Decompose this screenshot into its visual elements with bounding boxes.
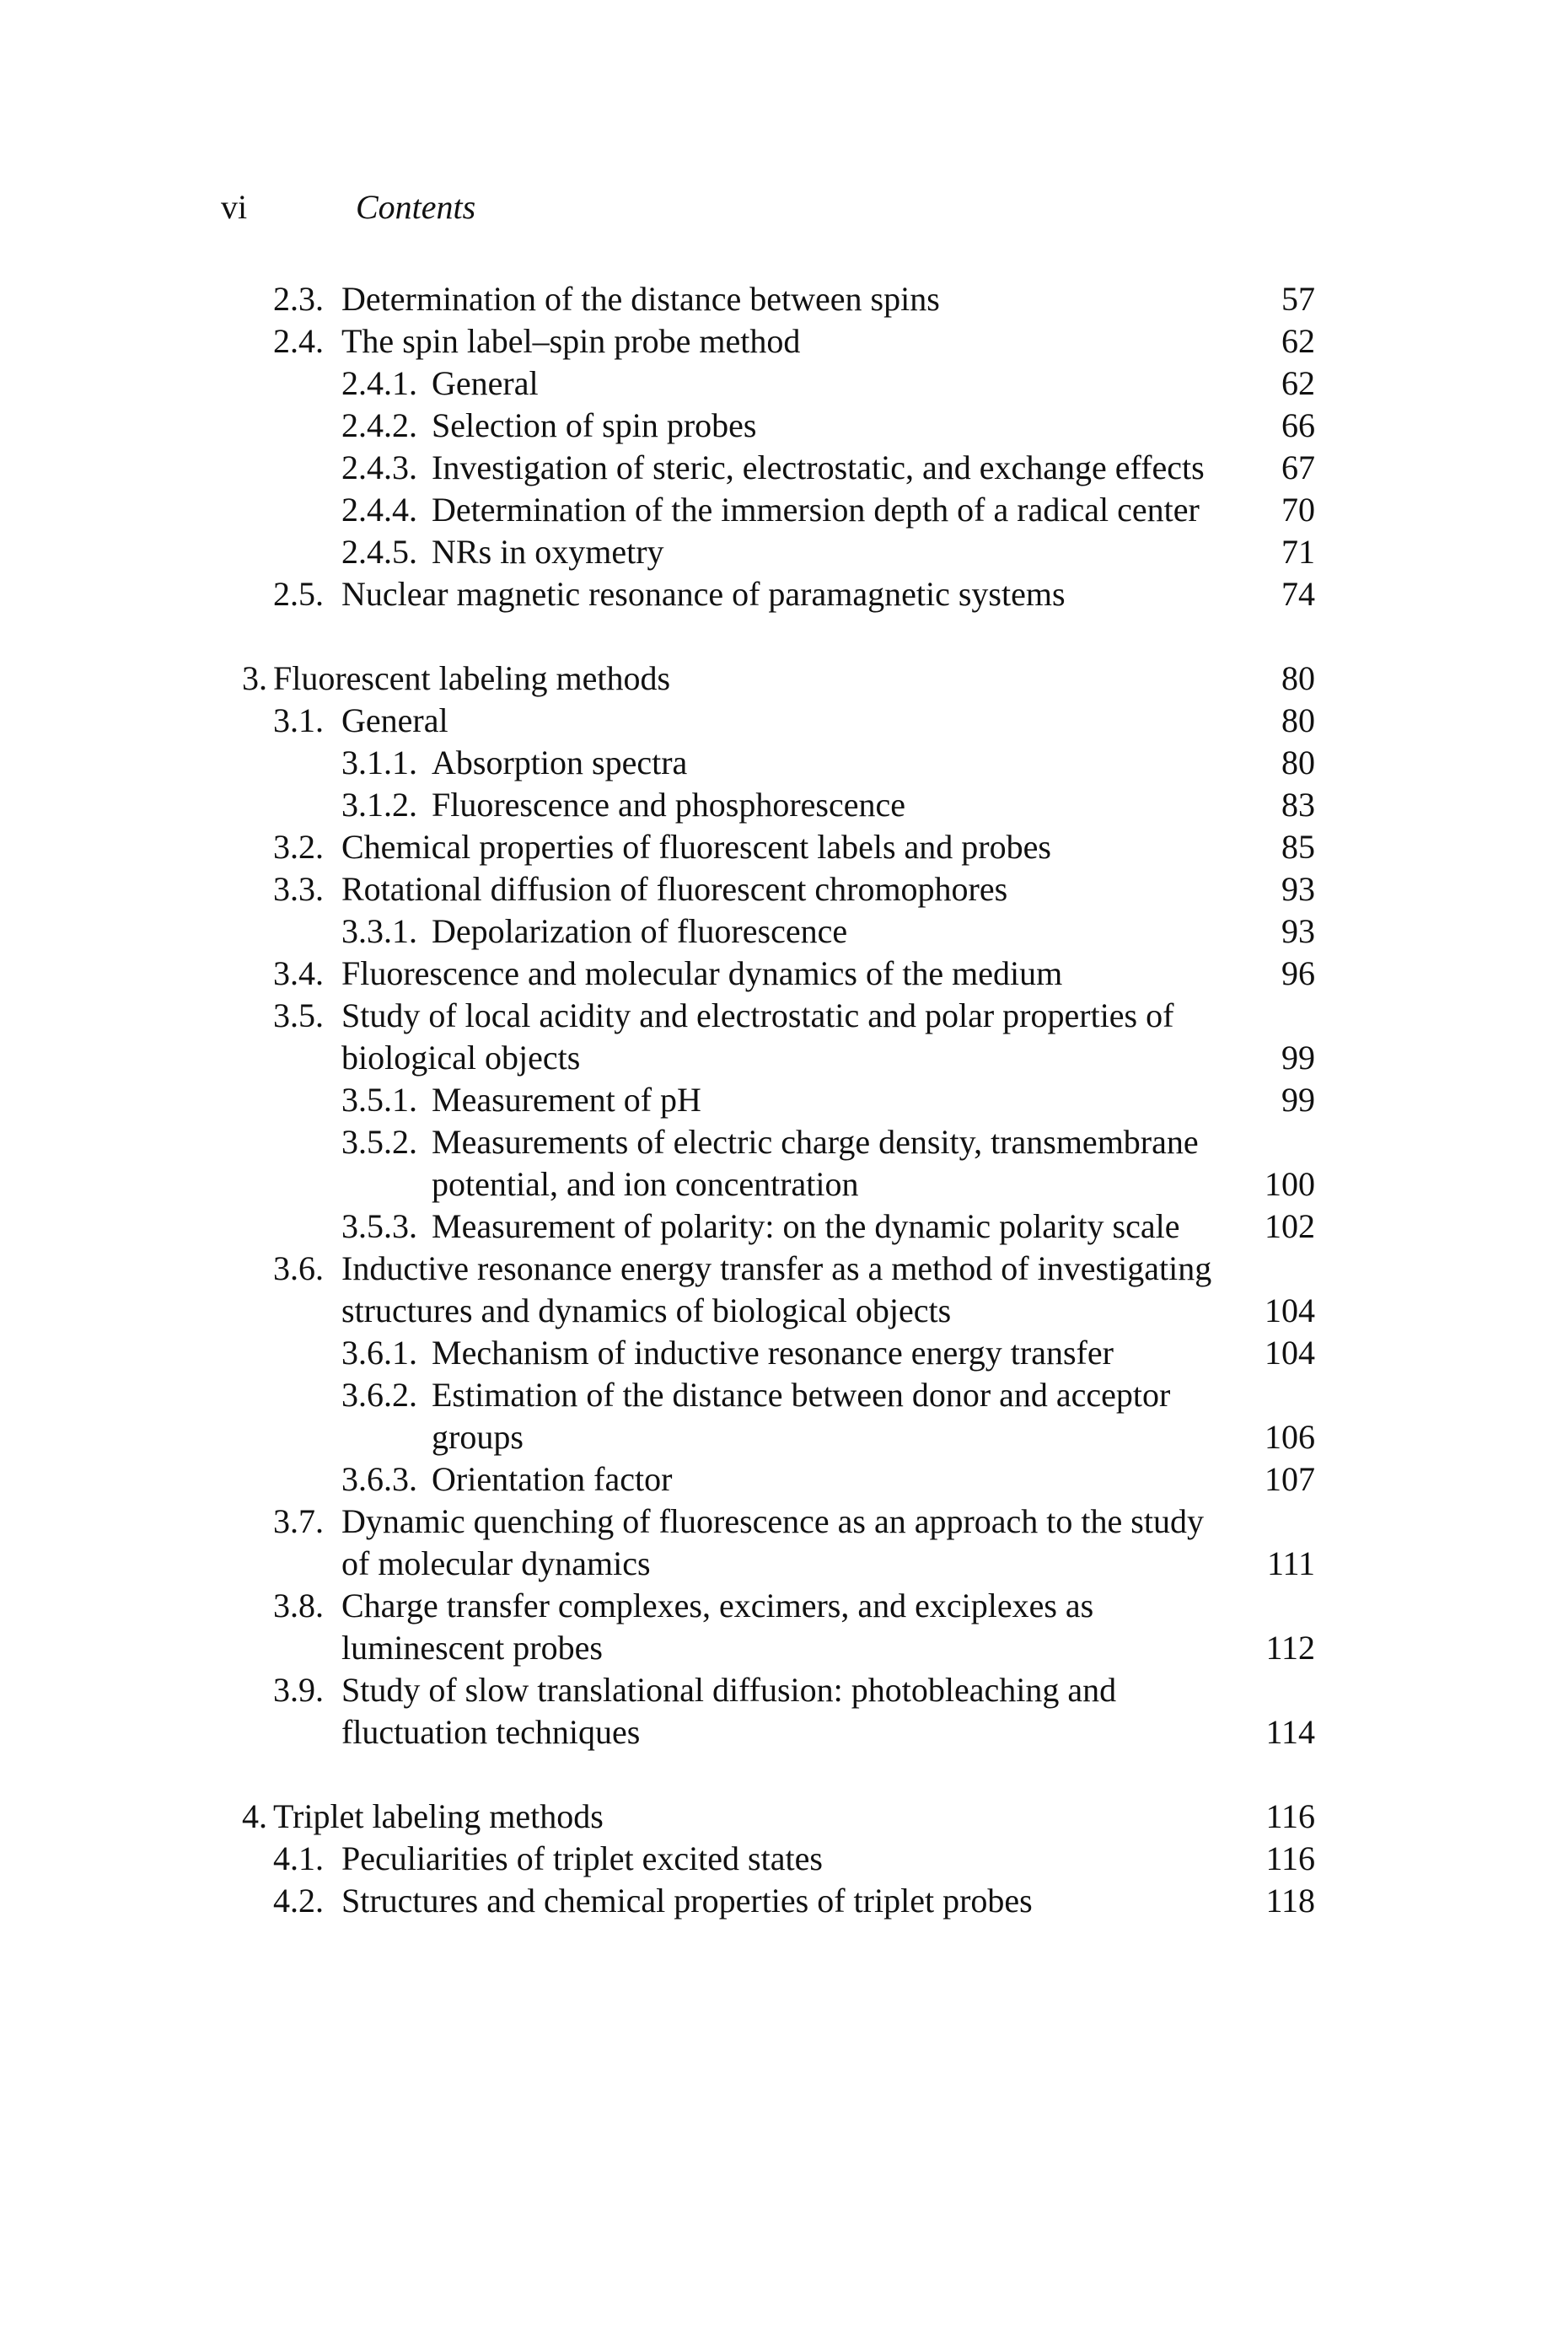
section-number: 3.6.3. [341,1460,417,1498]
page-ref: 70 [1281,491,1315,529]
section-title: Fluorescence and molecular dynamics of the medium [341,954,1063,992]
section-title: Peculiarities of triplet excited states [341,1839,823,1877]
chapter-gap [221,615,1315,658]
toc-entry[interactable] [221,405,1315,447]
section-title: Nuclear magnetic resonance of paramagnetic systems [341,575,1066,613]
chapter-title: Triplet labeling methods [273,1797,604,1835]
section-title: Estimation of the distance between donor and acceptor groups [432,1376,1171,1456]
page-ref: 102 [1265,1207,1315,1245]
chapter-number: 3. [242,659,267,697]
toc-chapter-entry[interactable] [221,1796,1315,1838]
section-title: Structures and chemical properties of triplet probes [341,1882,1033,1920]
section-title: Measurement of polarity: on the dynamic polarity scale [432,1207,1180,1245]
toc-entry[interactable] [221,1374,1315,1458]
page-ref: 96 [1281,954,1315,992]
toc-entry[interactable]: 3.8. Charge transfer complexes, excimers, and exciplexes as luminescent probes 112 [221,1585,1315,1669]
toc-entry[interactable] [221,1332,1315,1374]
page-ref: 62 [1281,364,1315,402]
page-ref: 104 [1265,1291,1315,1329]
section-title: Inductive resonance energy transfer as a method of investigating structures and dynamics of biological objects [341,1249,1212,1329]
page-ref: 99 [1281,1039,1315,1077]
toc-entry[interactable]: 4.1. Peculiarities of triplet excited states 116 [221,1838,1315,1880]
chapter-gap [221,1753,1315,1796]
section-title: Measurements of electric charge density, transmembrane potential, and ion concentration [432,1123,1199,1203]
page-ref: 66 [1281,406,1315,444]
section-number: 3.3.1. [341,912,417,950]
toc-entry[interactable]: 2.4. The spin label–spin probe method 62 [221,320,1315,362]
toc-entry[interactable]: 3.6. Inductive resonance energy transfer as a method of investigating structures and dynamics of biological objects 104 [221,1248,1315,1332]
page-ref: 85 [1281,828,1315,866]
running-title: Contents [356,188,476,226]
page-ref: 57 [1281,280,1315,318]
section-number: 3.5.3. [341,1207,417,1245]
page-ref: 93 [1281,870,1315,908]
page-ref: 112 [1265,1629,1315,1667]
toc-entry[interactable]: 2.3. Determination of the distance between spins 57 [221,278,1315,320]
toc-entry[interactable]: 4.2. Structures and chemical properties of triplet probes 118 [221,1880,1315,1922]
running-head [221,187,475,228]
page-ref: 116 [1265,1839,1315,1877]
page-number: vi [221,188,248,226]
chapter-title: Fluorescent labeling methods [273,659,671,697]
page-ref: 93 [1281,912,1315,950]
table-of-contents [221,278,1315,1922]
section-title: Rotational diffusion of fluorescent chromophores [341,870,1008,908]
page-ref: 106 [1265,1418,1315,1456]
toc-entry[interactable]: 3.2. Chemical properties of fluorescent labels and probes 85 [221,826,1315,868]
page-ref: 80 [1281,701,1315,739]
section-title: Dynamic quenching of fluorescence as an approach to the study of molecular dynamics [341,1502,1204,1582]
toc-entry[interactable] [221,489,1315,531]
section-title: Charge transfer complexes, excimers, and exciplexes as luminescent probes [341,1587,1094,1667]
page-ref: 114 [1265,1713,1315,1751]
section-number: 3.1.2. [341,786,417,824]
page-ref: 99 [1281,1081,1315,1119]
toc-entry[interactable]: 3.9. Study of slow translational diffusion: photobleaching and fluctuation techniques 114 [221,1669,1315,1753]
page-ref: 80 [1281,659,1315,697]
section-number: 3.1.1. [341,744,417,781]
section-title: Chemical properties of fluorescent labels and probes [341,828,1051,866]
section-title: Study of slow translational diffusion: photobleaching and fluctuation techniques [341,1671,1117,1751]
section-title: Absorption spectra [432,744,688,781]
toc-entry[interactable]: 3.3. Rotational diffusion of fluorescent chromophores 93 [221,868,1315,910]
section-title: NRs in oxymetry [432,533,664,571]
page-ref: 62 [1281,322,1315,360]
chapter-number: 4. [242,1797,267,1835]
section-title: Orientation factor [432,1460,673,1498]
section-number: 2.4.2. [341,406,417,444]
page-ref: 116 [1265,1797,1315,1835]
section-number: 3.5.1. [341,1081,417,1119]
section-title: Study of local acidity and electrostatic and polar properties of biological objects [341,996,1174,1077]
toc-entry[interactable] [221,531,1315,573]
toc-entry[interactable] [221,1206,1315,1248]
toc-entry[interactable]: 3.1. General 80 [221,700,1315,742]
toc-entry[interactable] [221,447,1315,489]
toc-entry[interactable] [221,1079,1315,1121]
toc-entry[interactable] [221,742,1315,784]
section-title: General [432,364,539,402]
section-title: Fluorescence and phosphorescence [432,786,905,824]
toc-entry[interactable]: 3.4. Fluorescence and molecular dynamics of the medium 96 [221,953,1315,995]
section-title: Mechanism of inductive resonance energy transfer [432,1334,1114,1372]
page-ref: 104 [1265,1334,1315,1372]
toc-entry[interactable] [221,1458,1315,1501]
section-title: Selection of spin probes [432,406,757,444]
toc-entry[interactable] [221,362,1315,405]
toc-entry[interactable] [221,784,1315,826]
page-ref: 83 [1281,786,1315,824]
section-title: Measurement of pH [432,1081,701,1119]
page-ref: 118 [1265,1882,1315,1920]
page-ref: 74 [1281,575,1315,613]
section-number: 3.6.1. [341,1334,417,1372]
section-title: The spin label–spin probe method [341,322,801,360]
page-ref: 111 [1266,1544,1315,1582]
section-title: Determination of the distance between spins [341,280,940,318]
section-number: 3.5.2. [341,1123,417,1161]
page-ref: 100 [1265,1165,1315,1203]
page-ref: 80 [1281,744,1315,781]
section-title: Depolarization of fluorescence [432,912,848,950]
toc-entry[interactable] [221,1121,1315,1206]
page-ref: 71 [1281,533,1315,571]
section-number: 2.4.1. [341,364,417,402]
section-number: 2.4.3. [341,448,417,486]
section-title: Investigation of steric, electrostatic, and exchange effects [432,448,1205,486]
section-title: Determination of the immersion depth of a radical center [432,491,1200,529]
toc-entry[interactable]: 2.5. Nuclear magnetic resonance of paramagnetic systems 74 [221,573,1315,615]
section-number: 2.4.5. [341,533,417,571]
toc-entry[interactable]: 3.5. Study of local acidity and electrostatic and polar properties of biological objects 99 [221,995,1315,1079]
section-number: 3.6.2. [341,1376,417,1414]
page-ref: 107 [1265,1460,1315,1498]
section-title: General [341,701,448,739]
toc-entry[interactable]: 3.7. Dynamic quenching of fluorescence as an approach to the study of molecular dynamics 111 [221,1501,1315,1585]
toc-chapter-entry[interactable] [221,658,1315,700]
toc-entry[interactable] [221,910,1315,953]
page-ref: 67 [1281,448,1315,486]
section-number: 2.4.4. [341,491,417,529]
